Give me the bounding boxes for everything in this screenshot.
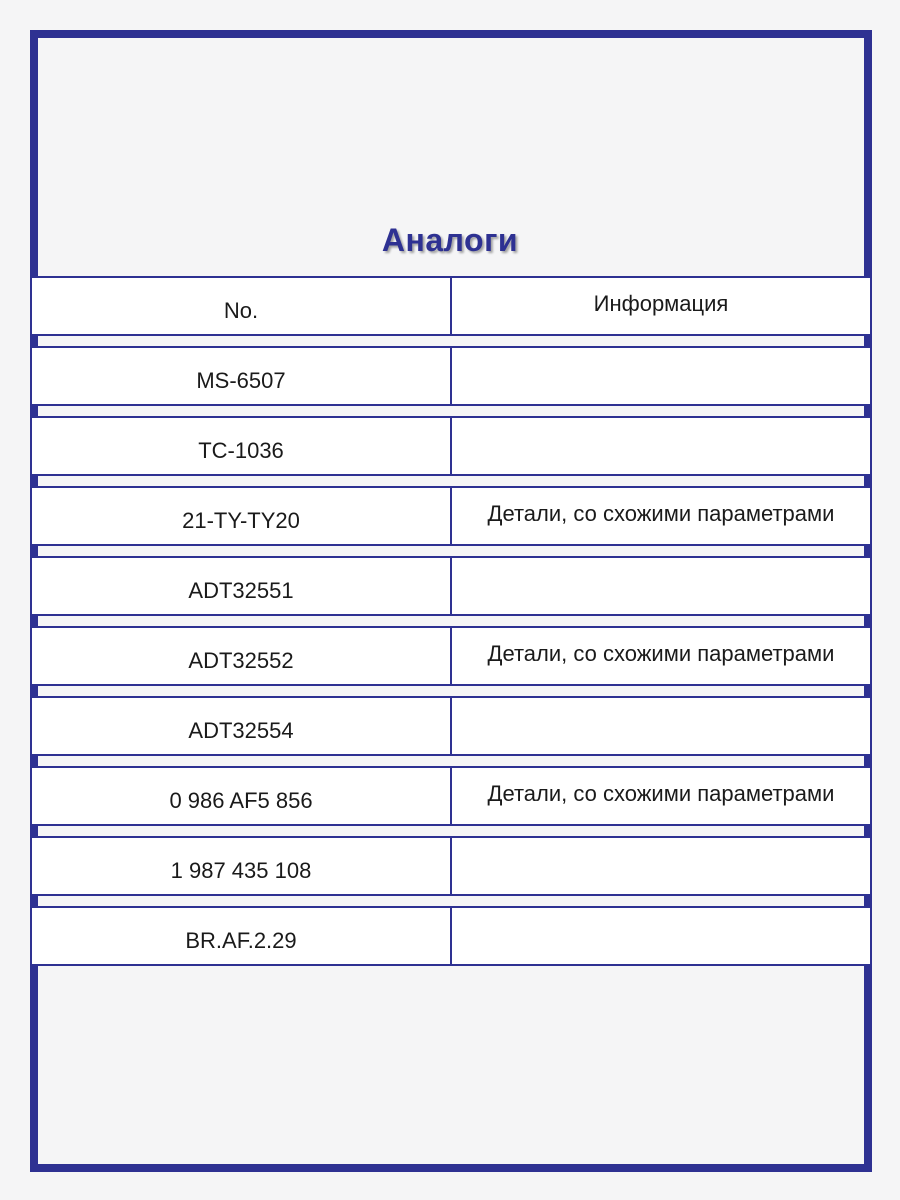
table-row	[30, 906, 872, 966]
info-cell	[452, 418, 870, 474]
part-number-cell: TC-1036	[32, 418, 452, 474]
column-header-info: Информация	[593, 291, 729, 316]
table-row	[30, 346, 872, 406]
info-cell: Детали, со схожими параметрами	[487, 501, 835, 526]
info-cell	[452, 558, 870, 614]
part-number-cell: BR.AF.2.29	[32, 908, 452, 964]
info-cell	[452, 348, 870, 404]
info-cell	[452, 908, 870, 964]
part-number-cell: 1 987 435 108	[32, 838, 452, 894]
part-number-cell: ADT32551	[32, 558, 452, 614]
info-cell: Детали, со схожими параметрами	[487, 641, 835, 666]
part-number-cell: MS-6507	[32, 348, 452, 404]
table-row	[30, 416, 872, 476]
table-row	[30, 556, 872, 616]
table-row	[30, 486, 872, 546]
table-row	[30, 626, 872, 686]
part-number-cell: 21-TY-TY20	[32, 488, 452, 544]
info-cell: Детали, со схожими параметрами	[487, 781, 835, 806]
table-row	[30, 766, 872, 826]
table-row	[30, 696, 872, 756]
part-number-cell: ADT32552	[32, 628, 452, 684]
page-title: Аналоги	[381, 222, 519, 258]
info-cell	[452, 838, 870, 894]
table-header-row	[30, 276, 872, 336]
part-number-cell: ADT32554	[32, 698, 452, 754]
column-header-no: No.	[32, 278, 452, 334]
info-cell	[452, 698, 870, 754]
table-row	[30, 836, 872, 896]
part-number-cell: 0 986 AF5 856	[32, 768, 452, 824]
